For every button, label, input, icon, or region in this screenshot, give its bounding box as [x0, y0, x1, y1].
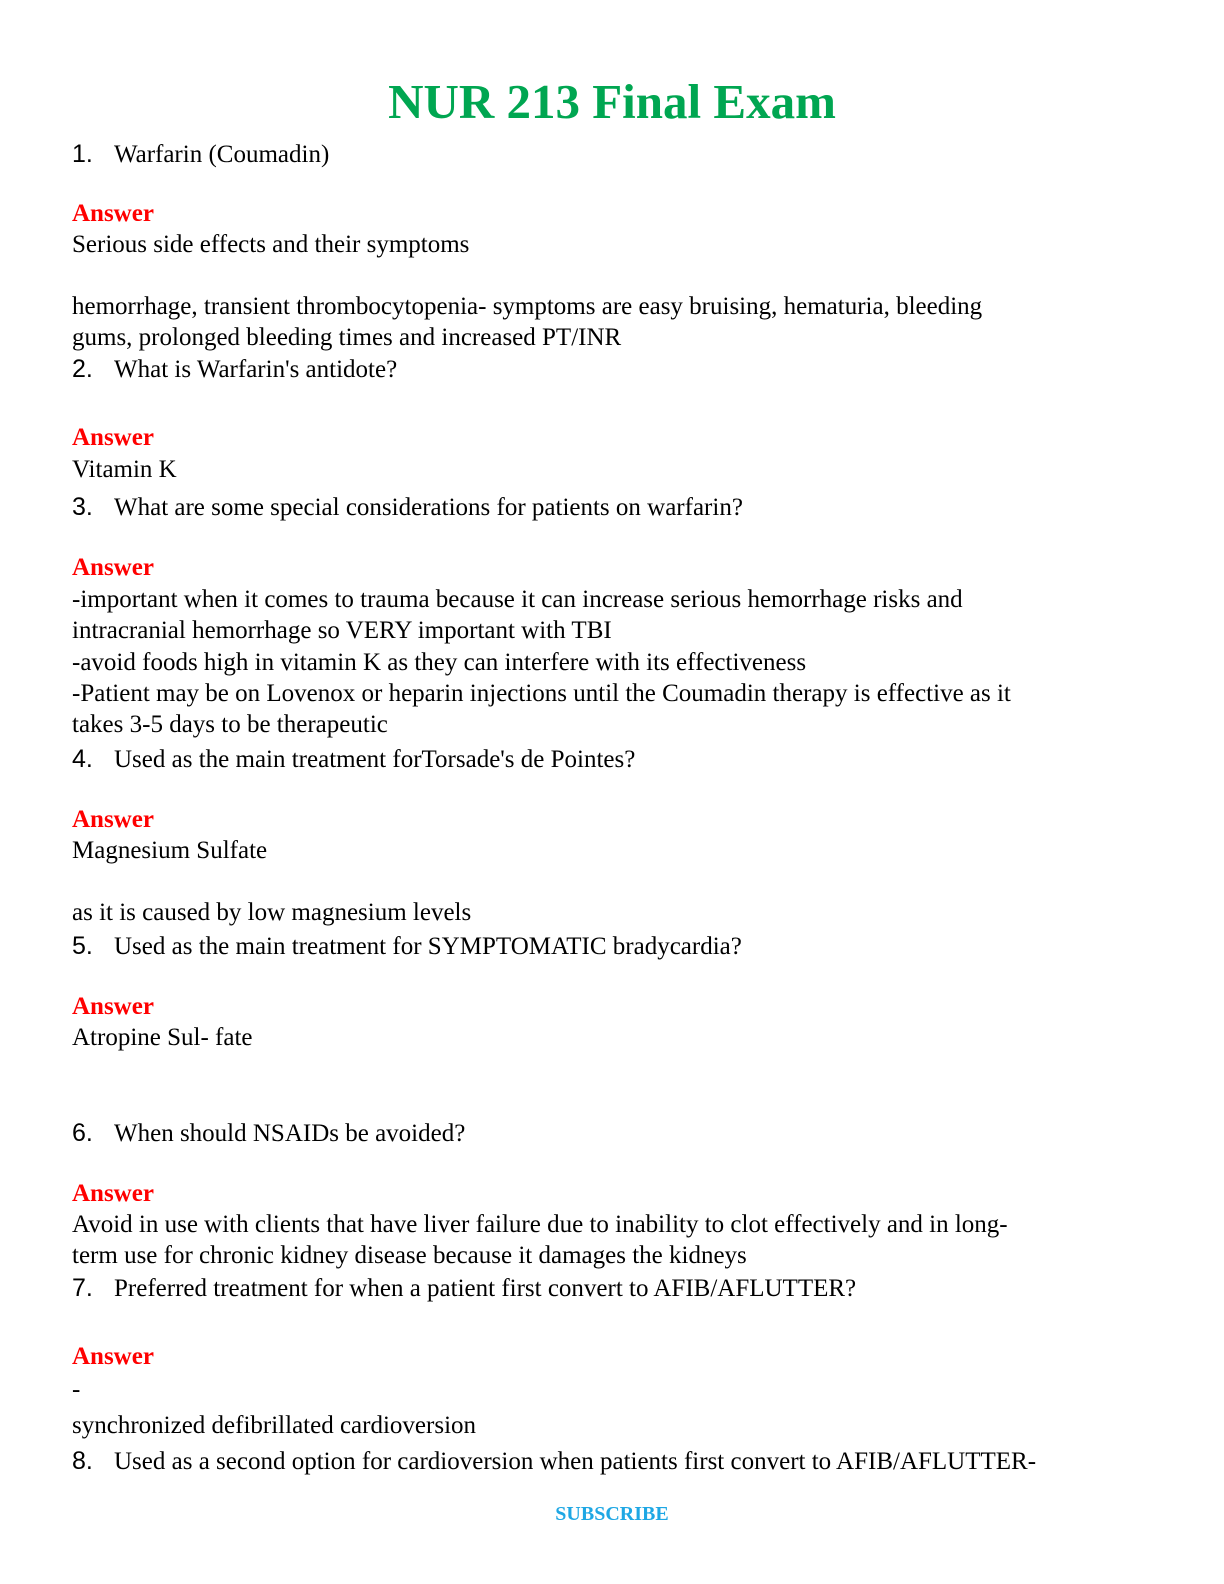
answer-label: Answer — [72, 554, 154, 581]
answer-line: term use for chronic kidney disease because it damages the kidneys — [72, 1242, 747, 1269]
question-number: 5. — [72, 932, 93, 960]
question-number: 2. — [72, 355, 93, 383]
answer-line: -avoid foods high in vitamin K as they can interfere with its effectiveness — [72, 649, 807, 676]
question-text: Used as the main treatment forTorsade's de Pointes? — [114, 746, 636, 773]
answer-line: Atropine Sul- fate — [72, 1024, 253, 1051]
answer-line: Serious side effects and their symptoms — [72, 231, 470, 258]
question-8 — [72, 1445, 1036, 1478]
answer-line: Vitamin K — [72, 456, 177, 483]
answer-label: Answer — [72, 1180, 154, 1207]
question-6 — [72, 1117, 465, 1150]
answer-label: Answer — [72, 200, 154, 227]
question-text: Preferred treatment for when a patient first convert to AFIB/AFLUTTER? — [114, 1275, 857, 1302]
answer-line: gums, prolonged bleeding times and increased PT/INR — [72, 324, 622, 351]
answer-line: Magnesium Sulfate — [72, 837, 268, 864]
question-7 — [72, 1272, 856, 1305]
question-number: 6. — [72, 1119, 93, 1147]
answer-line: Avoid in use with clients that have liver failure due to inability to clot effectively and in long- — [72, 1211, 1008, 1238]
question-2 — [72, 353, 397, 386]
question-number: 8. — [72, 1447, 93, 1475]
answer-line: as it is caused by low magnesium levels — [72, 899, 472, 926]
answer-line: hemorrhage, transient thrombocytopenia- symptoms are easy bruising, hematuria, bleeding — [72, 293, 983, 320]
page-title: NUR 213 Final Exam — [388, 74, 836, 129]
question-5 — [72, 930, 742, 963]
question-3 — [72, 491, 743, 524]
question-number: 3. — [72, 493, 93, 521]
question-4 — [72, 743, 635, 776]
answer-label: Answer — [72, 424, 154, 451]
answer-label: Answer — [72, 1343, 154, 1370]
answer-line: takes 3-5 days to be therapeutic — [72, 711, 388, 738]
answer-line: -Patient may be on Lovenox or heparin injections until the Coumadin therapy is effective as it — [72, 680, 1011, 707]
answer-label: Answer — [72, 806, 154, 833]
question-number: 7. — [72, 1274, 93, 1302]
question-1 — [72, 138, 329, 171]
answer-line: - — [72, 1376, 81, 1403]
answer-line: -important when it comes to trauma because it can increase serious hemorrhage risks and — [72, 586, 963, 613]
question-text: What are some special considerations for patients on warfarin? — [114, 494, 743, 521]
question-text: Used as a second option for cardioversion when patients first convert to AFIB/AFLUTTER- — [114, 1448, 1037, 1475]
answer-line: synchronized defibrillated cardioversion — [72, 1412, 477, 1439]
question-number: 1. — [72, 140, 93, 168]
question-text: Warfarin (Coumadin) — [114, 141, 330, 168]
question-text: Used as the main treatment for SYMPTOMATIC bradycardia? — [114, 933, 742, 960]
question-number: 4. — [72, 745, 93, 773]
question-text: What is Warfarin's antidote? — [114, 356, 398, 383]
answer-label: Answer — [72, 993, 154, 1020]
subscribe-link[interactable]: SUBSCRIBE — [555, 1503, 669, 1525]
question-text: When should NSAIDs be avoided? — [114, 1120, 466, 1147]
answer-line: intracranial hemorrhage so VERY important with TBI — [72, 617, 612, 644]
